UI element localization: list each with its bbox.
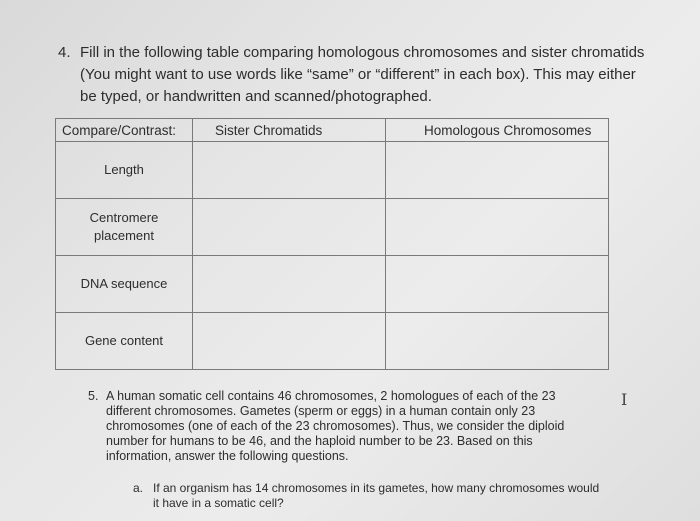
table-header-row: [56, 119, 609, 142]
cell-length-sister[interactable]: [193, 142, 386, 199]
header-sister-chromatids: Sister Chromatids: [193, 119, 386, 142]
row-label-gene-content: Gene content: [56, 313, 193, 370]
table-row: [56, 313, 609, 370]
text-cursor-icon: I: [621, 390, 628, 409]
table-row: [56, 256, 609, 313]
comparison-table: [55, 118, 609, 370]
question-5a-letter: a.: [133, 481, 144, 495]
question-5a: [133, 481, 603, 511]
cell-dna-sister[interactable]: [193, 256, 386, 313]
row-label-length: Length: [56, 142, 193, 199]
question-4-text: Fill in the following table comparing homologous chromosomes and sister chromatids (You might want to use words like “same” or “different” in each box). This may either be typed, or handwritten and scanned/photographed.: [80, 44, 645, 105]
header-compare-contrast: Compare/Contrast:: [56, 119, 193, 142]
cell-gene-homologous[interactable]: [386, 313, 609, 370]
header-homologous-chromosomes: Homologous Chromosomes: [386, 119, 609, 142]
cell-centromere-homologous[interactable]: [386, 199, 609, 256]
row-label-centromere: Centromere placement: [56, 199, 193, 256]
table-row: [56, 199, 609, 256]
question-5a-text: If an organism has 14 chromosomes in its gametes, how many chromosomes would it have in a somatic cell?: [153, 481, 600, 510]
question-5: [88, 389, 578, 464]
table-row: [56, 142, 609, 199]
question-5-text: A human somatic cell contains 46 chromosomes, 2 homologues of each of the 23 different chromosomes. Gametes (sperm or eggs) in a human contain only 23 chromosomes (one of each of the 23 chromosomes). Thus, we consider the diploid number for humans to be 46, and the haploid number to be 23. Based on this information, answer the following questions.: [106, 389, 565, 463]
question-5-number: 5.: [88, 389, 99, 403]
row-label-dna-sequence: DNA sequence: [56, 256, 193, 313]
cell-dna-homologous[interactable]: [386, 256, 609, 313]
cell-centromere-sister[interactable]: [193, 199, 386, 256]
cell-gene-sister[interactable]: [193, 313, 386, 370]
comparison-table-container: [55, 118, 609, 370]
question-4-number: 4.: [58, 44, 71, 61]
question-4: [58, 42, 648, 108]
cell-length-homologous[interactable]: [386, 142, 609, 199]
